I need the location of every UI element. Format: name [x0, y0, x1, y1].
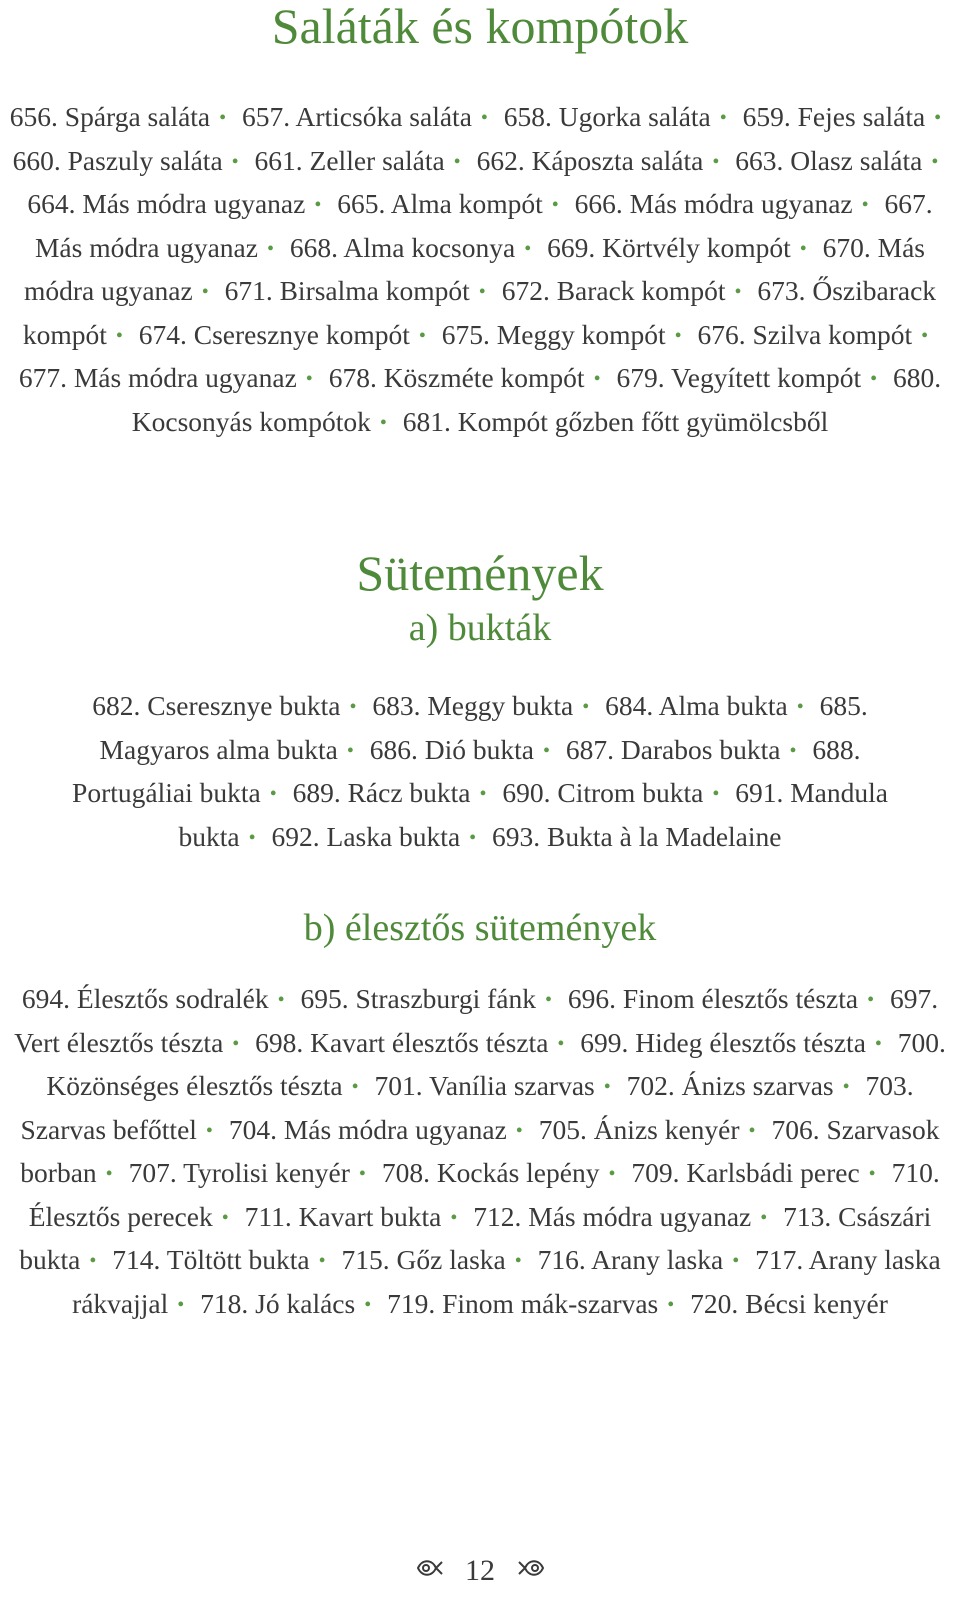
recipe-item: 718. Jó kalács: [200, 1287, 356, 1319]
bullet-separator-icon: •: [799, 237, 807, 260]
recipe-item: 666. Más módra ugyanaz: [574, 188, 853, 219]
bullet-separator-icon: •: [248, 826, 256, 849]
recipe-item: 674. Cseresznye kompót: [138, 318, 410, 350]
recipe-item: 717. Arany laska rákvajjal: [72, 1244, 941, 1319]
recipe-item: 668. Alma kocsonya: [289, 231, 516, 263]
bullet-separator-icon: •: [732, 1250, 740, 1272]
section-title-pastries: Sütemények: [356, 545, 604, 601]
bullet-separator-icon: •: [867, 989, 875, 1011]
bullet-separator-icon: •: [364, 1293, 372, 1316]
recipe-item: 687. Darabos bukta: [565, 733, 781, 765]
bullet-separator-icon: •: [842, 1076, 850, 1098]
bullet-separator-icon: •: [524, 237, 532, 260]
recipe-item: 662. Káposzta saláta: [476, 144, 704, 176]
bullet-separator-icon: •: [861, 194, 869, 216]
bullet-separator-icon: •: [868, 1163, 876, 1185]
bullet-separator-icon: •: [351, 1076, 359, 1098]
section-title-salads: Saláták és kompótok: [271, 0, 689, 54]
recipe-item: 686. Dió bukta: [369, 733, 534, 765]
bullet-separator-icon: •: [551, 194, 559, 216]
bullet-separator-icon: •: [719, 107, 727, 129]
recipe-item: 690. Citrom bukta: [502, 777, 704, 808]
recipe-item: 713. Császári bukta: [19, 1200, 932, 1275]
recipe-item: 685. Magyaros alma bukta: [99, 690, 868, 765]
recipe-item: 689. Rácz bukta: [292, 777, 471, 808]
bullet-separator-icon: •: [266, 237, 274, 260]
bullet-separator-icon: •: [269, 783, 277, 805]
recipe-item: 657. Articsóka saláta: [242, 101, 472, 132]
recipe-item: 711. Kavart bukta: [244, 1200, 442, 1232]
bullet-separator-icon: •: [748, 1119, 756, 1142]
bullet-separator-icon: •: [89, 1250, 97, 1272]
recipe-item: 670. Más módra ugyanaz: [23, 231, 926, 306]
bullet-separator-icon: •: [346, 739, 354, 762]
recipe-item: 678. Köszméte kompót: [328, 362, 585, 393]
recipe-item: 684. Alma bukta: [605, 690, 788, 721]
bullet-separator-icon: •: [177, 1293, 185, 1316]
recipe-item: 709. Karlsbádi perec: [631, 1157, 860, 1188]
recipe-item: 695. Straszburgi fánk: [300, 983, 536, 1014]
bullet-separator-icon: •: [515, 1119, 523, 1142]
bullet-separator-icon: •: [219, 107, 227, 129]
recipe-item: 719. Finom mák-szarvas: [387, 1287, 659, 1319]
recipe-item: 672. Barack kompót: [501, 275, 726, 306]
bullet-separator-icon: •: [593, 368, 601, 390]
bullet-separator-icon: •: [931, 150, 939, 173]
recipe-item: 665. Alma kompót: [337, 188, 543, 219]
recipe-item: 704. Más módra ugyanaz: [228, 1113, 507, 1145]
recipe-item: 702. Ánizs szarvas: [626, 1070, 834, 1101]
recipe-item: 673. Őszibarack kompót: [22, 275, 937, 350]
recipe-item: 714. Töltött bukta: [112, 1244, 310, 1275]
recipe-item: 691. Mandula bukta: [178, 777, 888, 852]
bullet-separator-icon: •: [608, 1163, 616, 1185]
bullet-separator-icon: •: [674, 324, 682, 347]
page-footer: [0, 1552, 960, 1588]
bullet-separator-icon: •: [582, 696, 590, 718]
bullet-separator-icon: •: [712, 150, 720, 173]
recipe-item: 677. Más módra ugyanaz: [18, 362, 297, 393]
bullet-separator-icon: •: [205, 1119, 213, 1142]
recipe-item: 720. Bécsi kenyér: [690, 1287, 888, 1319]
bullet-separator-icon: •: [469, 826, 477, 849]
yeast-pastries-recipe-list: [8, 978, 952, 1326]
right-ornament-icon: [517, 1554, 547, 1588]
subsection-title-buktak: a) bukták: [408, 607, 552, 649]
recipe-item: 698. Kavart élesztős tészta: [255, 1026, 549, 1058]
buktak-recipe-list: [70, 685, 890, 859]
bullet-separator-icon: •: [231, 150, 239, 173]
bullet-separator-icon: •: [557, 1032, 565, 1055]
bullet-separator-icon: •: [480, 107, 488, 129]
recipe-item: 705. Ánizs kenyér: [538, 1113, 740, 1145]
bullet-separator-icon: •: [349, 696, 357, 718]
recipe-item: 692. Laska bukta: [271, 820, 461, 852]
bullet-separator-icon: •: [734, 281, 742, 303]
recipe-item: 659. Fejes saláta: [742, 101, 926, 132]
recipe-item: 682. Cseresznye bukta: [92, 690, 341, 721]
bullet-separator-icon: •: [796, 696, 804, 718]
recipe-item: 664. Más módra ugyanaz: [27, 188, 306, 219]
bullet-separator-icon: •: [305, 368, 313, 390]
bullet-separator-icon: •: [934, 107, 942, 129]
bullet-separator-icon: •: [514, 1250, 522, 1272]
bullet-separator-icon: •: [379, 411, 387, 434]
bullet-separator-icon: •: [232, 1032, 240, 1055]
recipe-item: 715. Gőz laska: [341, 1244, 506, 1275]
left-ornament-icon: [414, 1554, 444, 1588]
bullet-separator-icon: •: [450, 1206, 458, 1229]
bullet-separator-icon: •: [921, 324, 929, 347]
recipe-item: 712. Más módra ugyanaz: [473, 1200, 752, 1232]
page-number: 12: [465, 1554, 495, 1588]
recipe-item: 703. Szarvas befőttel: [20, 1070, 914, 1145]
recipe-item: 688. Portugáliai bukta: [72, 733, 861, 808]
bullet-separator-icon: •: [789, 739, 797, 762]
bullet-separator-icon: •: [712, 783, 720, 805]
bullet-separator-icon: •: [105, 1163, 113, 1185]
recipe-item: 700. Közönséges élesztős tészta: [46, 1026, 946, 1101]
recipe-item: 663. Olasz saláta: [735, 144, 923, 176]
recipe-item: 683. Meggy bukta: [372, 690, 574, 721]
recipe-item: 701. Vanília szarvas: [374, 1070, 595, 1101]
recipe-item: 671. Birsalma kompót: [224, 275, 470, 306]
bullet-separator-icon: •: [201, 281, 209, 303]
recipe-item: 660. Paszuly saláta: [12, 144, 223, 176]
recipe-item: 681. Kompót gőzben főtt gyümölcsből: [402, 405, 829, 437]
bullet-separator-icon: •: [221, 1206, 229, 1229]
recipe-item: 710. Élesztős perecek: [28, 1157, 940, 1232]
subsection-title-yeast-pastries: b) élesztős sütemények: [303, 907, 657, 949]
recipe-item: 716. Arany laska: [537, 1244, 724, 1275]
bullet-separator-icon: •: [544, 989, 552, 1011]
recipe-item: 697. Vert élesztős tészta: [14, 983, 939, 1058]
bullet-separator-icon: •: [603, 1076, 611, 1098]
bullet-separator-icon: •: [874, 1032, 882, 1055]
recipe-item: 669. Körtvély kompót: [547, 231, 791, 263]
recipe-item: 699. Hideg élesztős tészta: [580, 1026, 866, 1058]
recipe-item: 656. Spárga saláta: [9, 101, 211, 132]
bullet-separator-icon: •: [542, 739, 550, 762]
bullet-separator-icon: •: [667, 1293, 675, 1316]
salads-recipe-list: [8, 96, 952, 444]
recipe-item: 675. Meggy kompót: [441, 318, 666, 350]
bullet-separator-icon: •: [453, 150, 461, 173]
recipe-item: 667. Más módra ugyanaz: [34, 188, 933, 263]
recipe-item: 676. Szilva kompót: [697, 318, 913, 350]
recipe-item: 694. Élesztős sodralék: [21, 983, 269, 1014]
bullet-separator-icon: •: [478, 281, 486, 303]
bullet-separator-icon: •: [418, 324, 426, 347]
bullet-separator-icon: •: [314, 194, 322, 216]
recipe-item: 661. Zeller saláta: [254, 144, 445, 176]
recipe-item: 680. Kocsonyás kompótok: [131, 362, 942, 437]
bullet-separator-icon: •: [115, 324, 123, 347]
recipe-item: 706. Szarvasok borban: [20, 1113, 940, 1188]
bullet-separator-icon: •: [318, 1250, 326, 1272]
recipe-item: 707. Tyrolisi kenyér: [128, 1157, 350, 1188]
recipe-item: 658. Ugorka saláta: [503, 101, 711, 132]
recipe-item: 708. Kockás lepény: [381, 1157, 600, 1188]
bullet-separator-icon: •: [358, 1163, 366, 1185]
recipe-item: 696. Finom élesztős tészta: [567, 983, 859, 1014]
bullet-separator-icon: •: [760, 1206, 768, 1229]
bullet-separator-icon: •: [277, 989, 285, 1011]
bullet-separator-icon: •: [870, 368, 878, 390]
bullet-separator-icon: •: [479, 783, 487, 805]
recipe-item: 679. Vegyített kompót: [616, 362, 862, 393]
recipe-item: 693. Bukta à la Madelaine: [492, 820, 782, 852]
